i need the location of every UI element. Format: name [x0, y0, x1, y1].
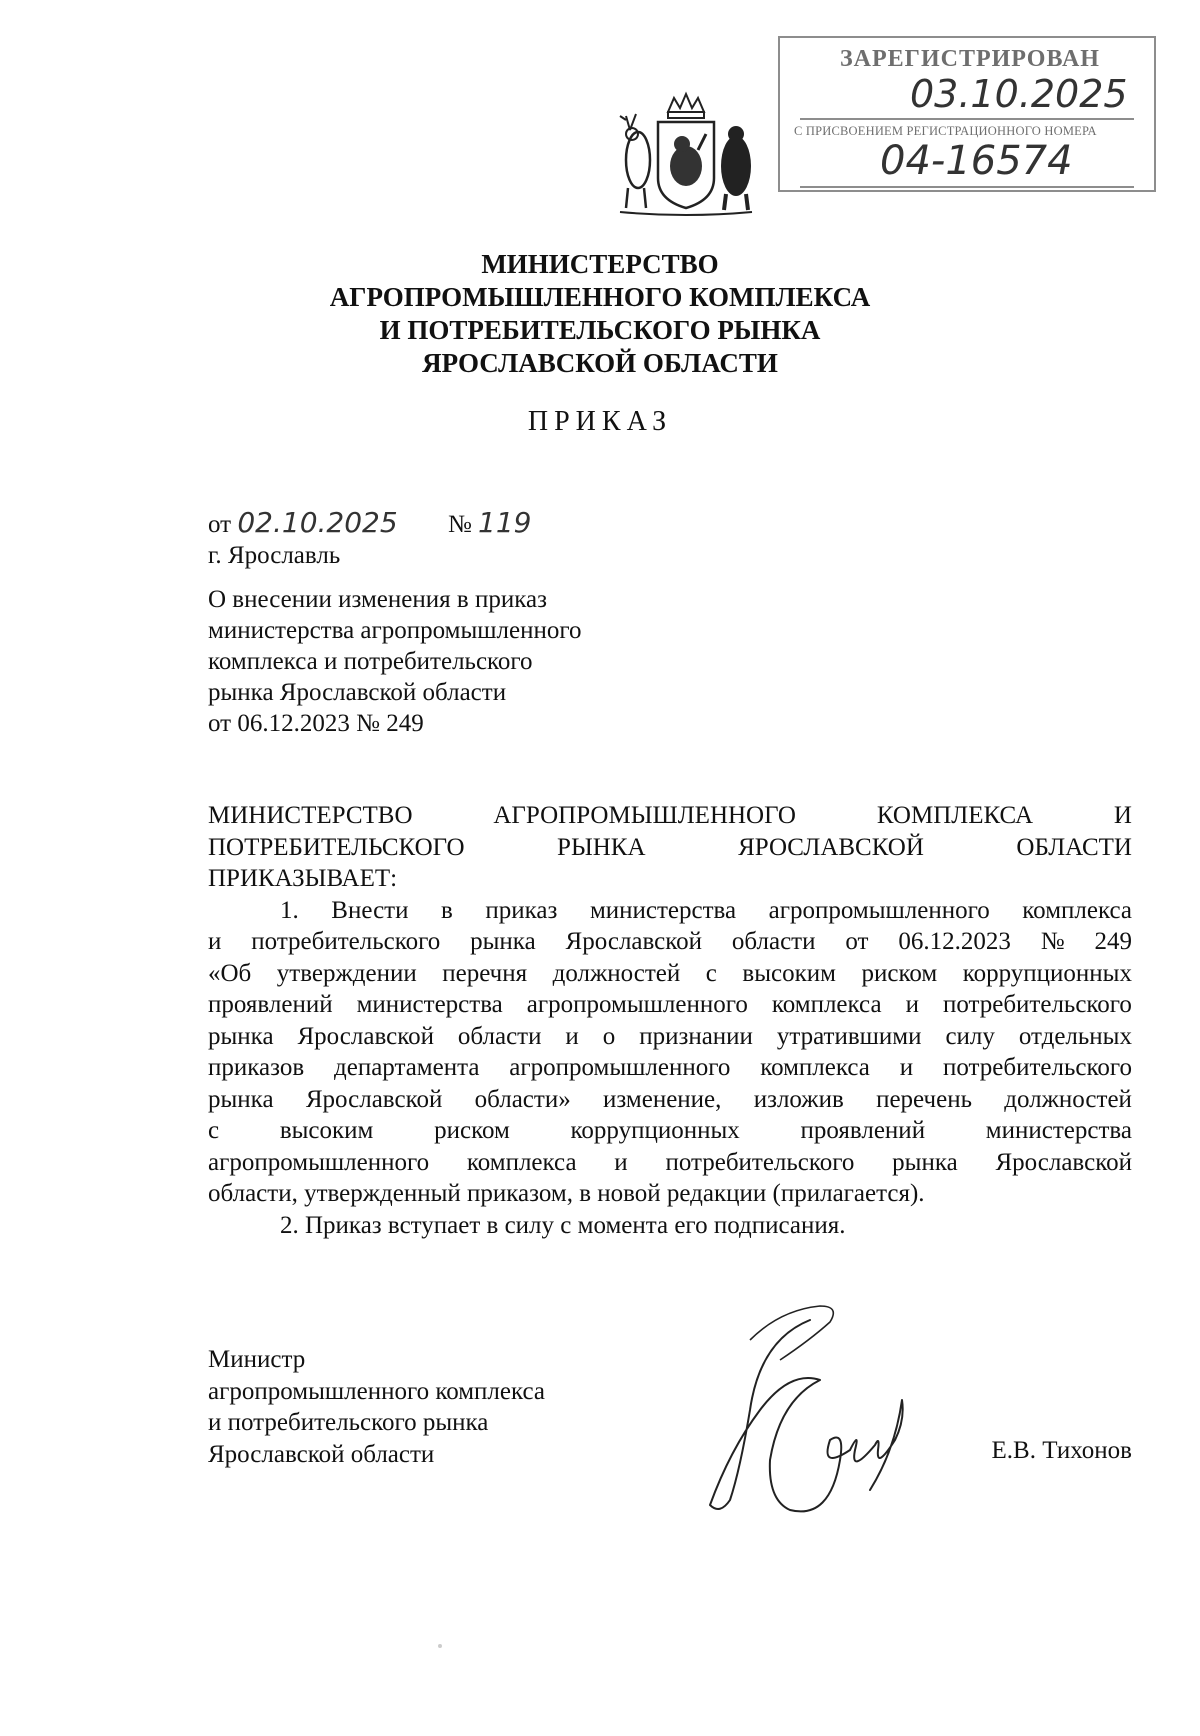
body-word: министерства	[589, 896, 737, 924]
body-word: комплекса	[1022, 896, 1132, 924]
ministry-line: АГРОПРОМЫШЛЕННОГО КОМПЛЕКСА	[329, 282, 871, 312]
body-word: должностей	[552, 959, 681, 987]
signer-name: Е.В. Тихонов	[991, 1437, 1132, 1464]
body-word: области»	[474, 1085, 571, 1113]
coat-of-arms-icon	[606, 90, 766, 220]
scan-dot	[438, 1644, 442, 1648]
subject-line: от 06.12.2023 № 249	[208, 710, 424, 737]
body-word: потребительского	[665, 1148, 855, 1176]
signer-position-line: и потребительского рынка	[208, 1409, 489, 1436]
orders-line: ПРИКАЗЫВАЕТ:	[208, 865, 398, 892]
body-word: и	[899, 1054, 914, 1081]
order-date: 02.10.2025	[237, 506, 398, 539]
paragraph-2: 2. Приказ вступает в силу с момента его подписания.	[280, 1211, 846, 1239]
body-word: АГРОПРОМЫШЛЕННОГО	[493, 802, 796, 829]
ministry-header	[300, 248, 900, 380]
body-word: ЯРОСЛАВСКОЙ	[738, 833, 924, 861]
body-word: изменение,	[603, 1085, 722, 1113]
body-word: Ярославской	[565, 928, 703, 955]
body-word: перечня	[442, 959, 528, 987]
body-word: Ярославской	[297, 1022, 434, 1050]
order-subject	[208, 584, 582, 739]
body-word: высоким	[742, 959, 836, 987]
body-word: агропромышленного	[208, 1148, 430, 1176]
subject-line: комплекса и потребительского	[208, 648, 533, 675]
body-word: И	[1113, 802, 1132, 829]
date-prefix: от	[208, 511, 232, 538]
body-word: КОМПЛЕКСА	[876, 802, 1034, 829]
body-word: агропромышленного	[526, 991, 748, 1018]
signer-position	[208, 1344, 545, 1470]
body-word: 06.12.2023	[898, 928, 1011, 955]
body-word: с	[208, 1117, 220, 1144]
signer-position-line: Ярославской области	[208, 1440, 435, 1468]
body-word: отдельных	[1018, 1022, 1132, 1050]
body-word: и	[614, 1148, 628, 1176]
handwritten-signature	[690, 1300, 920, 1530]
stamp-number: 04-16574	[880, 138, 1073, 184]
body-word: РЫНКА	[557, 833, 646, 861]
subject-line: министерства агропромышленного	[208, 617, 582, 644]
body-word: с	[705, 959, 717, 987]
ministry-line: МИНИСТЕРСТВО	[481, 249, 719, 279]
body-word: проявлений	[800, 1117, 926, 1144]
stamp-date: 03.10.2025	[910, 72, 1128, 116]
body-word: агропромышленного	[509, 1054, 731, 1081]
body-word: №	[1040, 928, 1065, 955]
body-word: ПОТРЕБИТЕЛЬСКОГО	[208, 833, 465, 861]
body-word: силу	[945, 1022, 995, 1050]
body-word: рынка	[208, 1022, 274, 1050]
city: г. Ярославль	[208, 542, 341, 569]
body-word: высоким	[279, 1117, 374, 1144]
body-word: от	[845, 928, 869, 955]
body-word: рынка	[892, 1148, 958, 1176]
stamp-divider	[800, 186, 1134, 188]
signer-position-line: агропромышленного комплекса	[208, 1377, 546, 1405]
body-word: области	[457, 1022, 542, 1050]
body-line	[208, 800, 1132, 832]
body-word: перечень	[876, 1085, 972, 1113]
body-word: и	[565, 1022, 579, 1050]
body-word: рынка	[470, 928, 536, 955]
body-word: министерства	[985, 1117, 1132, 1144]
body-word: Ярославской	[305, 1085, 443, 1113]
body-word: потребительского	[251, 928, 441, 955]
number-sign: №	[447, 511, 472, 538]
body-word: области	[731, 928, 816, 955]
body-word: комплекса	[771, 991, 882, 1018]
subject-line: рынка Ярославской области	[208, 679, 507, 706]
body-word: утратившими	[776, 1022, 922, 1050]
body-word: риском	[861, 959, 938, 987]
body-word: утверждении	[276, 959, 417, 987]
paragraph-1-line	[208, 1084, 1132, 1116]
body-word: приказов	[208, 1054, 305, 1081]
paragraph-1-line	[208, 926, 1132, 958]
body-word: риском	[434, 1117, 510, 1144]
order-body	[208, 800, 1132, 1241]
document-title: ПРИКАЗ	[527, 406, 673, 437]
ministry-line: ЯРОСЛАВСКОЙ ОБЛАСТИ	[422, 348, 778, 378]
body-word: 249	[1094, 928, 1132, 955]
paragraph-1-line	[208, 1052, 1132, 1084]
body-word: коррупционных	[962, 959, 1132, 987]
body-word: в	[441, 896, 453, 924]
body-word: потребительского	[942, 991, 1132, 1018]
subject-line: О внесении изменения в приказ	[208, 586, 547, 613]
body-line	[208, 832, 1132, 864]
body-word: «Об	[208, 959, 252, 987]
body-word: ОБЛАСТИ	[1016, 833, 1132, 861]
body-word: Внести	[331, 896, 409, 924]
body-word: должностей	[1004, 1085, 1132, 1113]
body-word: приказ	[485, 896, 558, 924]
body-word: и	[905, 991, 919, 1018]
body-word: департамента	[334, 1054, 480, 1081]
body-word: коррупционных	[570, 1117, 740, 1144]
body-word: министерства	[356, 991, 503, 1018]
paragraph-1-line	[208, 1147, 1132, 1179]
body-word: агропромышленного	[768, 896, 990, 924]
body-word: комплекса	[466, 1148, 577, 1176]
body-word: проявлений	[208, 991, 333, 1018]
paragraph-1-line	[208, 958, 1132, 990]
ministry-line: И ПОТРЕБИТЕЛЬСКОГО РЫНКА	[379, 315, 821, 345]
stamp-divider	[800, 118, 1134, 120]
body-word: изложив	[753, 1085, 844, 1113]
registration-stamp	[778, 36, 1156, 192]
body-word: рынка	[208, 1085, 274, 1113]
paragraph-1-last-line: области, утвержденный приказом, в новой редакции (прилагается).	[208, 1180, 925, 1207]
body-word: МИНИСТЕРСТВО	[208, 802, 413, 829]
body-word: 1.	[280, 896, 299, 924]
body-word: потребительского	[942, 1054, 1132, 1081]
paragraph-1-line	[208, 895, 1132, 927]
body-word: признании	[639, 1022, 753, 1050]
stamp-title: ЗАРЕГИСТРИРОВАН	[840, 46, 1100, 72]
order-date-number	[208, 506, 532, 539]
body-word: и	[208, 928, 222, 955]
signer-position-line: Министр	[208, 1346, 306, 1373]
body-word: комплекса	[760, 1054, 870, 1081]
paragraph-1-line	[208, 1115, 1132, 1147]
paragraph-1	[208, 895, 1132, 1179]
paragraph-1-line	[208, 1021, 1132, 1053]
body-word: о	[602, 1022, 616, 1050]
order-number: 119	[478, 506, 532, 539]
paragraph-1-line	[208, 989, 1132, 1021]
stamp-subtitle: С ПРИСВОЕНИЕМ РЕГИСТРАЦИОННОГО НОМЕРА	[794, 124, 1097, 138]
body-word: Ярославской	[995, 1148, 1132, 1176]
